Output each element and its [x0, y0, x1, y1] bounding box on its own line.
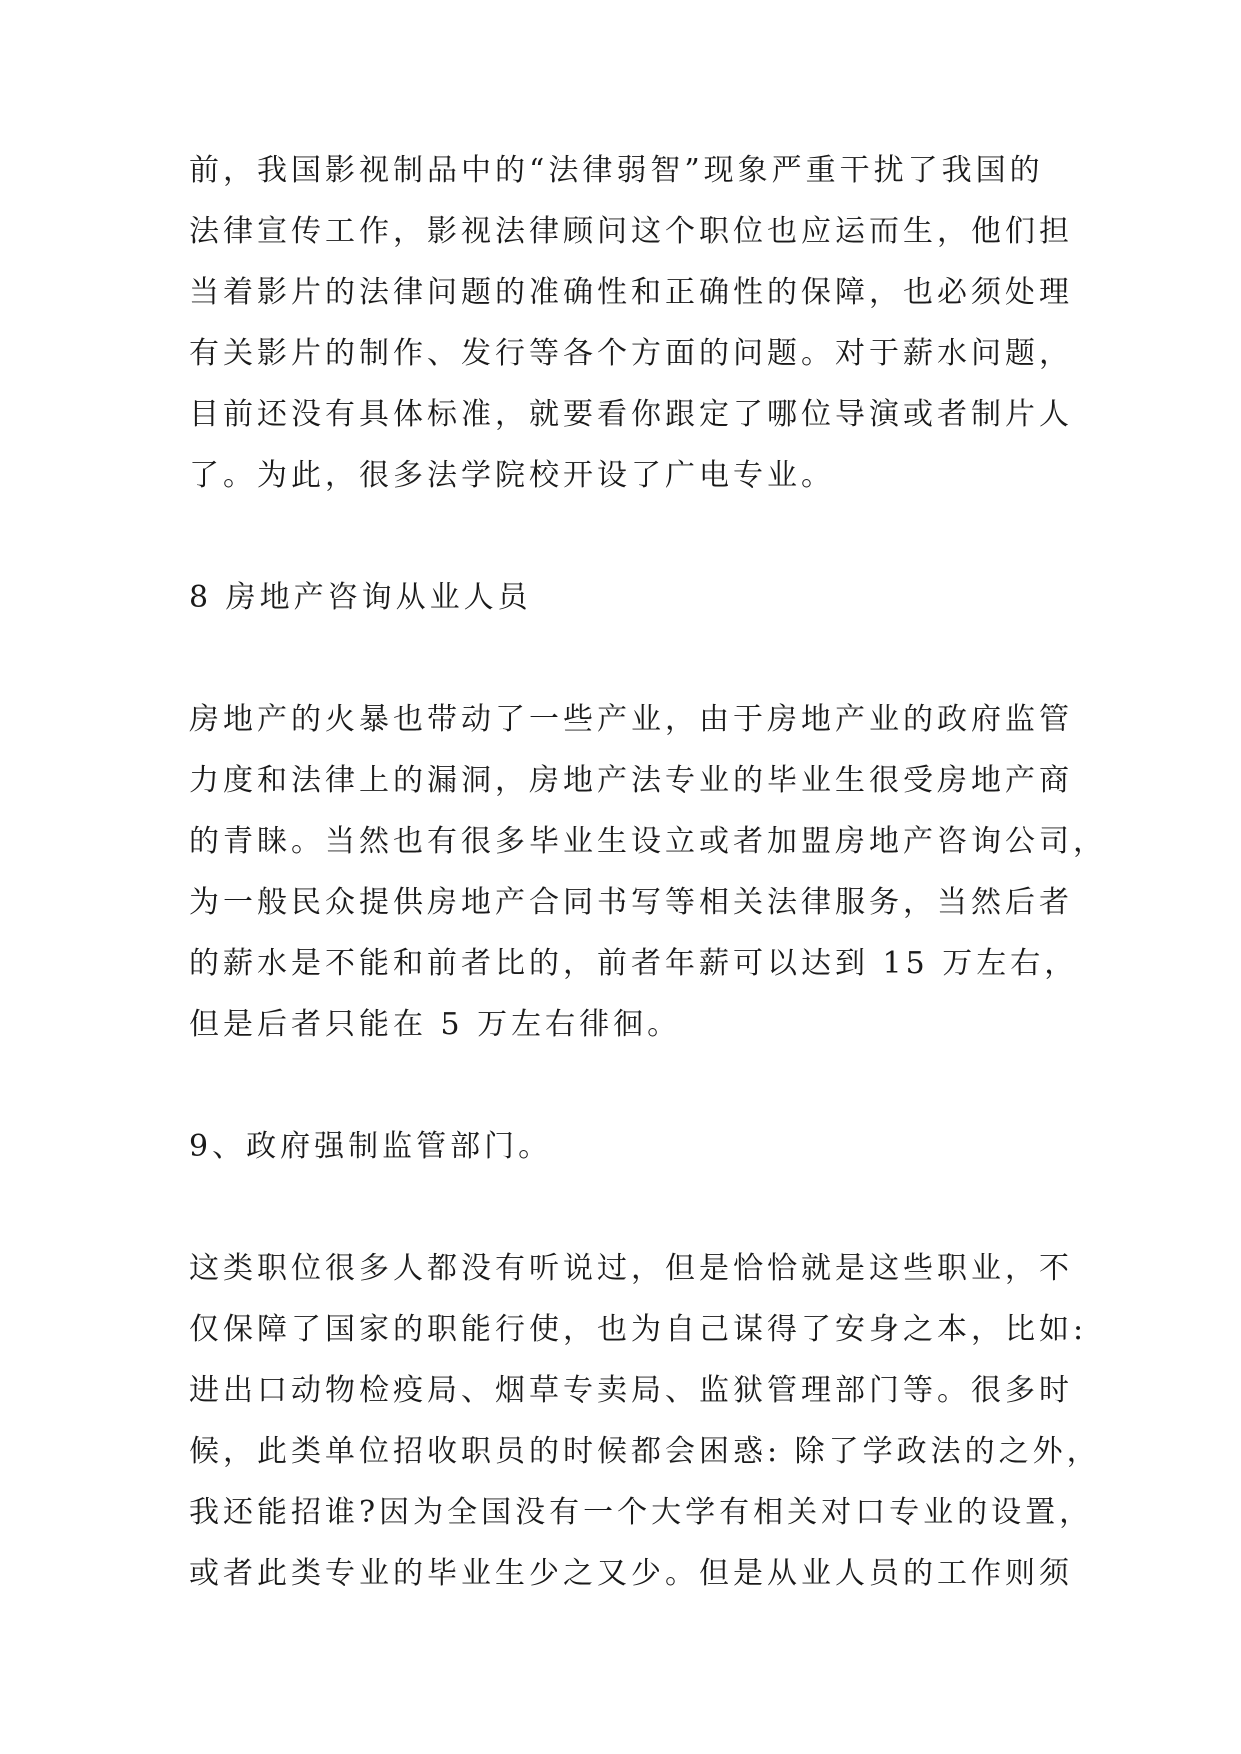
- paragraph-line: 力度和法律上的漏洞，房地产法专业的毕业生很受房地产商: [189, 763, 1073, 798]
- paragraph-line: 前，我国影视制品中的“法律弱智”现象严重干扰了我国的: [189, 153, 1044, 188]
- paragraph-real-estate: [189, 689, 1107, 1055]
- paragraph-line: 或者此类专业的毕业生少之又少。但是从业人员的工作则须: [189, 1556, 1073, 1591]
- paragraph-government-regulatory: [189, 1238, 1101, 1604]
- paragraph-line: 的薪水是不能和前者比的，前者年薪可以达到 15 万左右，: [189, 946, 1079, 981]
- paragraph-spacer: [189, 506, 1069, 567]
- paragraph-spacer: [189, 1177, 1069, 1238]
- paragraph-line: 房地产的火暴也带动了一些产业，由于房地产业的政府监管: [189, 702, 1073, 737]
- document-body: [189, 140, 1107, 1604]
- paragraph-film-legal-advisor: [189, 140, 1073, 506]
- paragraph-line: 目前还没有具体标准，就要看你跟定了哪位导演或者制片人: [189, 397, 1073, 432]
- section-heading-real-estate: 8 房地产咨询从业人员: [189, 580, 532, 615]
- paragraph-line: 这类职位很多人都没有听说过，但是恰恰就是这些职业，不: [189, 1251, 1073, 1286]
- paragraph-spacer: [189, 1055, 1069, 1116]
- paragraph-line: 候，此类单位招收职员的时候都会困惑: 除了学政法的之外，: [189, 1434, 1101, 1469]
- paragraph-line: 有关影片的制作、发行等各个方面的问题。对于薪水问题，: [189, 336, 1073, 371]
- paragraph-line: 法律宣传工作，影视法律顾问这个职位也应运而生，他们担: [189, 214, 1073, 249]
- paragraph-line: 当着影片的法律问题的准确性和正确性的保障，也必须处理: [189, 275, 1073, 310]
- paragraph-line: 为一般民众提供房地产合同书写等相关法律服务，当然后者: [189, 885, 1073, 920]
- paragraph-line: 仅保障了国家的职能行使，也为自己谋得了安身之本，比如:: [189, 1312, 1088, 1347]
- paragraph-line: 了。为此，很多法学院校开设了广电专业。: [189, 458, 835, 493]
- paragraph-line: 的青睐。当然也有很多毕业生设立或者加盟房地产咨询公司，: [189, 824, 1107, 859]
- section-heading-government-regulatory: 9、政府强制监管部门。: [189, 1129, 553, 1164]
- paragraph-spacer: [189, 628, 1069, 689]
- paragraph-line: 但是后者只能在 5 万左右徘徊。: [189, 1007, 682, 1042]
- paragraph-line: 进出口动物检疫局、烟草专卖局、监狱管理部门等。很多时: [189, 1373, 1073, 1408]
- paragraph-line: 我还能招谁?因为全国没有一个大学有相关对口专业的设置，: [189, 1495, 1094, 1530]
